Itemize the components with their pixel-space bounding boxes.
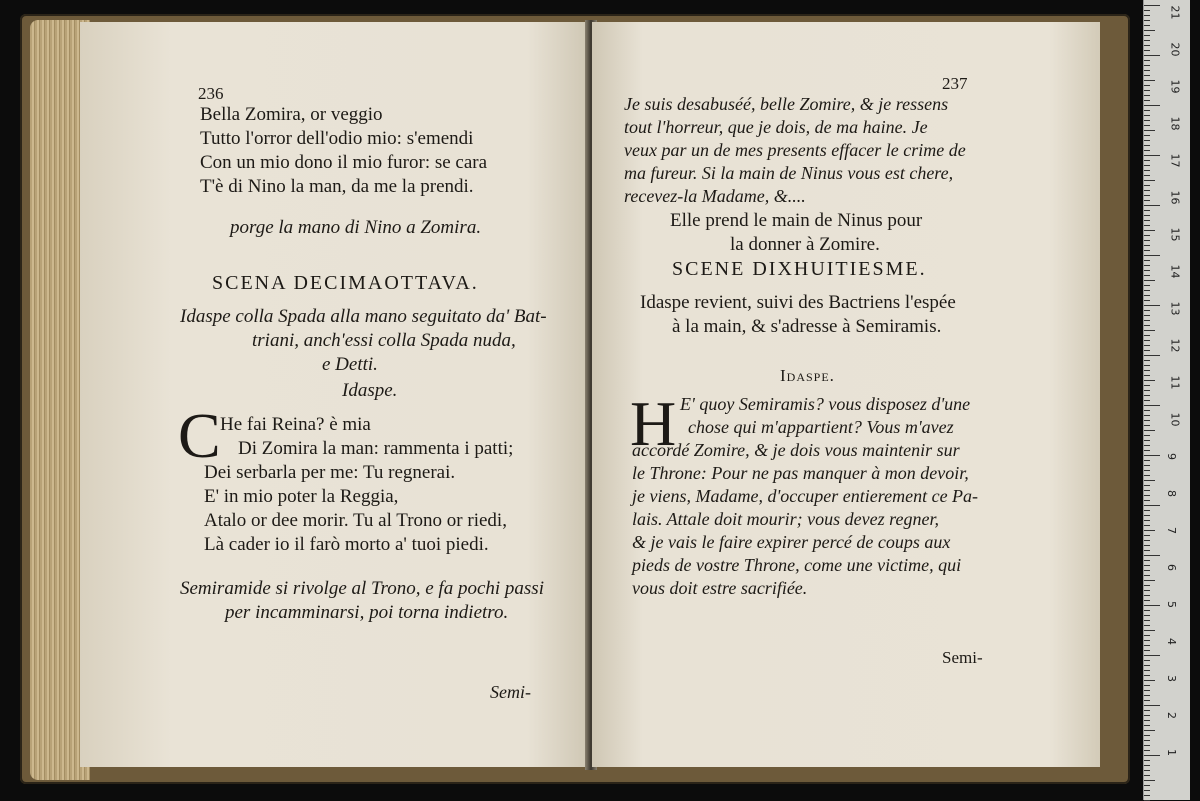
ruler-tick bbox=[1144, 195, 1150, 196]
ruler-tick bbox=[1144, 60, 1150, 61]
ruler-tick bbox=[1144, 225, 1150, 226]
ruler-tick bbox=[1144, 305, 1160, 306]
ruler-tick bbox=[1144, 420, 1150, 421]
ruler-number: 1 bbox=[1165, 749, 1178, 756]
ruler-tick bbox=[1144, 295, 1150, 296]
prose-line: le Throne: Pour ne pas manquer à mon devoir, bbox=[632, 463, 969, 483]
ruler-number: 7 bbox=[1165, 527, 1178, 534]
ruler-tick bbox=[1144, 450, 1150, 451]
ruler-tick bbox=[1144, 415, 1150, 416]
ruler-tick bbox=[1144, 335, 1150, 336]
ruler-tick bbox=[1144, 665, 1150, 666]
ruler-tick bbox=[1144, 345, 1150, 346]
ruler-tick bbox=[1144, 395, 1150, 396]
prose-line: accordé Zomire, & je dois vous maintenir sur bbox=[632, 440, 960, 460]
ruler-tick bbox=[1144, 635, 1150, 636]
ruler-tick bbox=[1144, 705, 1160, 706]
ruler-tick bbox=[1144, 95, 1150, 96]
ruler-tick bbox=[1144, 750, 1150, 751]
prose-line: E' quoy Semiramis? vous disposez d'une bbox=[680, 394, 971, 414]
ruler-tick bbox=[1144, 615, 1150, 616]
prose-line: ma fureur. Si la main de Ninus vous est chere, bbox=[624, 163, 954, 183]
ruler-tick bbox=[1144, 70, 1150, 71]
catchword: Semi- bbox=[490, 682, 531, 702]
ruler-tick bbox=[1144, 190, 1150, 191]
ruler-tick bbox=[1144, 550, 1150, 551]
ruler-tick bbox=[1144, 160, 1150, 161]
ruler-tick bbox=[1144, 155, 1160, 156]
drop-capital: C bbox=[178, 400, 221, 471]
ruler-tick bbox=[1144, 30, 1155, 31]
ruler-tick bbox=[1144, 330, 1155, 331]
ruler-number: 8 bbox=[1165, 490, 1178, 497]
ruler-number: 20 bbox=[1168, 42, 1182, 57]
ruler-tick bbox=[1144, 650, 1150, 651]
prose-line: recevez-la Madame, &.... bbox=[624, 186, 806, 206]
ruler-tick bbox=[1144, 320, 1150, 321]
ruler-number: 11 bbox=[1168, 375, 1182, 390]
ruler-tick bbox=[1144, 495, 1150, 496]
ruler-tick bbox=[1144, 500, 1150, 501]
ruler-tick bbox=[1144, 555, 1160, 556]
ruler-tick bbox=[1144, 770, 1150, 771]
ruler-tick bbox=[1144, 775, 1150, 776]
ruler-tick bbox=[1144, 105, 1160, 106]
prose-line: lais. Attale doit mourir; vous devez regner, bbox=[632, 509, 939, 529]
catchword: Semi- bbox=[942, 648, 983, 667]
ruler-tick bbox=[1144, 795, 1150, 796]
ruler-tick bbox=[1144, 90, 1150, 91]
ruler-tick bbox=[1144, 140, 1150, 141]
ruler-tick bbox=[1144, 720, 1150, 721]
prose-line: & je vais le faire expirer percé de coups aux bbox=[632, 532, 951, 552]
ruler-tick bbox=[1144, 350, 1150, 351]
ruler-tick bbox=[1144, 625, 1150, 626]
ruler-tick bbox=[1144, 600, 1150, 601]
ruler-tick bbox=[1144, 315, 1150, 316]
ruler-tick bbox=[1144, 685, 1150, 686]
verse-line: He fai Reina? è mia bbox=[220, 414, 371, 435]
scene-title: SCENA DECIMAOTTAVA. bbox=[212, 272, 479, 294]
ruler-tick bbox=[1144, 205, 1160, 206]
ruler-tick bbox=[1144, 605, 1160, 606]
ruler-tick bbox=[1144, 240, 1150, 241]
stage-direction: e Detti. bbox=[322, 354, 378, 375]
ruler-tick bbox=[1144, 460, 1150, 461]
ruler-tick bbox=[1144, 65, 1150, 66]
ruler-tick bbox=[1144, 55, 1160, 56]
ruler-tick bbox=[1144, 175, 1150, 176]
ruler-number: 15 bbox=[1168, 227, 1182, 242]
ruler-tick bbox=[1144, 135, 1150, 136]
ruler-number: 19 bbox=[1168, 79, 1182, 94]
drop-capital: H bbox=[630, 388, 677, 459]
ruler-tick bbox=[1144, 180, 1155, 181]
verse-line: Là cader io il farò morto a' tuoi piedi. bbox=[204, 534, 489, 555]
ruler-tick bbox=[1144, 690, 1150, 691]
ruler-number: 13 bbox=[1168, 301, 1182, 316]
ruler-tick bbox=[1144, 790, 1150, 791]
ruler-number: 14 bbox=[1168, 264, 1182, 279]
ruler-tick bbox=[1144, 25, 1150, 26]
ruler-tick bbox=[1144, 580, 1155, 581]
ruler-tick bbox=[1144, 680, 1155, 681]
ruler-tick bbox=[1144, 585, 1150, 586]
ruler-tick bbox=[1144, 380, 1155, 381]
stage-direction: la donner à Zomire. bbox=[730, 234, 880, 255]
ruler-tick bbox=[1144, 310, 1150, 311]
ruler-tick bbox=[1144, 620, 1150, 621]
ruler-tick bbox=[1144, 185, 1150, 186]
ruler-tick bbox=[1144, 445, 1150, 446]
measuring-ruler bbox=[1143, 0, 1190, 800]
ruler-tick bbox=[1144, 595, 1150, 596]
ruler-number: 9 bbox=[1165, 453, 1178, 460]
ruler-tick bbox=[1144, 365, 1150, 366]
ruler-tick bbox=[1144, 440, 1150, 441]
ruler-tick bbox=[1144, 425, 1150, 426]
ruler-tick bbox=[1144, 670, 1150, 671]
ruler-tick bbox=[1144, 470, 1150, 471]
ruler-tick bbox=[1144, 325, 1150, 326]
ruler-tick bbox=[1144, 565, 1150, 566]
ruler-tick bbox=[1144, 265, 1150, 266]
stage-direction: Semiramide si rivolge al Trono, e fa pochi passi bbox=[180, 578, 544, 599]
ruler-number: 10 bbox=[1168, 412, 1182, 427]
ruler-tick bbox=[1144, 745, 1150, 746]
ruler-tick bbox=[1144, 80, 1155, 81]
ruler-tick bbox=[1144, 780, 1155, 781]
ruler-tick bbox=[1144, 235, 1150, 236]
ruler-tick bbox=[1144, 575, 1150, 576]
ruler-number: 6 bbox=[1165, 564, 1178, 571]
ruler-tick bbox=[1144, 50, 1150, 51]
ruler-tick bbox=[1144, 300, 1150, 301]
ruler-tick bbox=[1144, 760, 1150, 761]
ruler-number: 16 bbox=[1168, 190, 1182, 205]
prose-line: chose qui m'appartient? Vous m'avez bbox=[688, 417, 954, 437]
prose-line: veux par un de mes presents effacer le crime de bbox=[624, 140, 966, 160]
verse-line: Bella Zomira, or veggio bbox=[200, 104, 383, 125]
ruler-tick bbox=[1144, 570, 1150, 571]
ruler-tick bbox=[1144, 385, 1150, 386]
ruler-tick bbox=[1144, 85, 1150, 86]
stage-direction: à la main, & s'adresse à Semiramis. bbox=[672, 316, 942, 337]
ruler-tick bbox=[1144, 520, 1150, 521]
ruler-tick bbox=[1144, 640, 1150, 641]
verse-line: Atalo or dee morir. Tu al Trono or riedi, bbox=[204, 510, 507, 531]
prose-line: pieds de vostre Throne, come une victime, qui bbox=[632, 555, 962, 575]
prose-line: Je suis desabuséé, belle Zomire, & je ressens bbox=[624, 94, 949, 114]
stage-direction: Idaspe colla Spada alla mano seguitato da' Bat- bbox=[180, 306, 547, 327]
ruler-tick bbox=[1144, 355, 1160, 356]
ruler-tick bbox=[1144, 375, 1150, 376]
ruler-tick bbox=[1144, 285, 1150, 286]
ruler-number: 18 bbox=[1168, 116, 1182, 131]
verse-line: T'è di Nino la man, da me la prendi. bbox=[200, 176, 474, 197]
ruler-tick bbox=[1144, 270, 1150, 271]
ruler-tick bbox=[1144, 480, 1155, 481]
ruler-tick bbox=[1144, 505, 1160, 506]
ruler-number: 3 bbox=[1165, 675, 1178, 682]
page-number-right: 237 bbox=[942, 74, 968, 93]
ruler-tick bbox=[1144, 210, 1150, 211]
ruler-tick bbox=[1144, 660, 1150, 661]
ruler-tick bbox=[1144, 290, 1150, 291]
ruler-tick bbox=[1144, 590, 1150, 591]
ruler-tick bbox=[1144, 275, 1150, 276]
prose-line: vous doit estre sacrifiée. bbox=[632, 578, 808, 598]
ruler-tick bbox=[1144, 765, 1150, 766]
ruler-tick bbox=[1144, 100, 1150, 101]
ruler-tick bbox=[1144, 735, 1150, 736]
ruler-tick bbox=[1144, 390, 1150, 391]
prose-line: tout l'horreur, que je dois, de ma haine. Je bbox=[624, 117, 928, 137]
prose-line: je viens, Madame, d'occuper entierement ce Pa- bbox=[632, 486, 979, 506]
ruler-tick bbox=[1144, 535, 1150, 536]
scene-title: SCENE DIXHUITIESME. bbox=[672, 258, 927, 280]
stage-direction: porge la mano di Nino a Zomira. bbox=[230, 217, 482, 238]
speaker-name: Idaspe. bbox=[780, 366, 835, 385]
ruler-tick bbox=[1144, 405, 1160, 406]
ruler-tick bbox=[1144, 260, 1150, 261]
ruler-tick bbox=[1144, 370, 1150, 371]
right-page bbox=[592, 22, 1100, 767]
ruler-tick bbox=[1144, 215, 1150, 216]
verse-line: Tutto l'orror dell'odio mio: s'emendi bbox=[200, 128, 474, 149]
ruler-number: 17 bbox=[1168, 153, 1182, 168]
ruler-tick bbox=[1144, 165, 1150, 166]
ruler-tick bbox=[1144, 120, 1150, 121]
ruler-tick bbox=[1144, 700, 1150, 701]
left-page bbox=[80, 22, 588, 767]
ruler-tick bbox=[1144, 645, 1150, 646]
ruler-tick bbox=[1144, 35, 1150, 36]
ruler-tick bbox=[1144, 360, 1150, 361]
ruler-tick bbox=[1144, 510, 1150, 511]
speaker-name: Idaspe. bbox=[342, 380, 398, 401]
ruler-tick bbox=[1144, 145, 1150, 146]
ruler-tick bbox=[1144, 755, 1160, 756]
ruler-tick bbox=[1144, 740, 1150, 741]
stage-direction: Idaspe revient, suivi des Bactriens l'espée bbox=[640, 292, 956, 313]
ruler-tick bbox=[1144, 560, 1150, 561]
ruler-tick bbox=[1144, 675, 1150, 676]
ruler-tick bbox=[1144, 150, 1150, 151]
ruler-number: 4 bbox=[1165, 638, 1178, 645]
ruler-tick bbox=[1144, 630, 1155, 631]
ruler-tick bbox=[1144, 5, 1160, 6]
ruler-tick bbox=[1144, 455, 1160, 456]
ruler-tick bbox=[1144, 490, 1150, 491]
ruler-tick bbox=[1144, 250, 1150, 251]
ruler-tick bbox=[1144, 170, 1150, 171]
verse-line: Con un mio dono il mio furor: se cara bbox=[200, 152, 488, 173]
stage-direction: per incamminarsi, poi torna indietro. bbox=[225, 602, 509, 623]
ruler-tick bbox=[1144, 400, 1150, 401]
page-number-left: 236 bbox=[198, 84, 224, 103]
ruler-tick bbox=[1144, 785, 1150, 786]
ruler-tick bbox=[1144, 245, 1150, 246]
ruler-tick bbox=[1144, 655, 1160, 656]
ruler-tick bbox=[1144, 530, 1155, 531]
ruler-tick bbox=[1144, 515, 1150, 516]
ruler-tick bbox=[1144, 255, 1160, 256]
ruler-tick bbox=[1144, 75, 1150, 76]
ruler-number: 2 bbox=[1165, 712, 1178, 719]
ruler-tick bbox=[1144, 695, 1150, 696]
ruler-tick bbox=[1144, 715, 1150, 716]
verse-line: Dei serbarla per me: Tu regnerai. bbox=[204, 462, 456, 483]
ruler-tick bbox=[1144, 710, 1150, 711]
ruler-tick bbox=[1144, 15, 1150, 16]
stage-direction: triani, anch'essi colla Spada nuda, bbox=[252, 330, 516, 351]
ruler-tick bbox=[1144, 730, 1155, 731]
ruler-tick bbox=[1144, 40, 1150, 41]
ruler-tick bbox=[1144, 200, 1150, 201]
ruler-tick bbox=[1144, 230, 1155, 231]
ruler-tick bbox=[1144, 110, 1150, 111]
ruler-tick bbox=[1144, 410, 1150, 411]
ruler-tick bbox=[1144, 430, 1155, 431]
ruler-tick bbox=[1144, 525, 1150, 526]
ruler-tick bbox=[1144, 220, 1150, 221]
ruler-tick bbox=[1144, 540, 1150, 541]
ruler-tick bbox=[1144, 485, 1150, 486]
ruler-tick bbox=[1144, 475, 1150, 476]
ruler-tick bbox=[1144, 130, 1155, 131]
ruler-tick bbox=[1144, 545, 1150, 546]
ruler-tick bbox=[1144, 340, 1150, 341]
ruler-number: 5 bbox=[1165, 601, 1178, 608]
ruler-tick bbox=[1144, 280, 1155, 281]
verse-line: E' in mio poter la Reggia, bbox=[204, 486, 399, 507]
ruler-tick bbox=[1144, 10, 1150, 11]
ruler-tick bbox=[1144, 435, 1150, 436]
ruler-tick bbox=[1144, 115, 1150, 116]
ruler-tick bbox=[1144, 20, 1150, 21]
ruler-number: 12 bbox=[1168, 338, 1182, 353]
stage-direction: Elle prend le main de Ninus pour bbox=[670, 210, 923, 231]
ruler-tick bbox=[1144, 610, 1150, 611]
ruler-number: 21 bbox=[1168, 5, 1182, 20]
ruler-tick bbox=[1144, 45, 1150, 46]
ruler-tick bbox=[1144, 125, 1150, 126]
verse-line: Di Zomira la man: rammenta i patti; bbox=[238, 438, 514, 459]
ruler-tick bbox=[1144, 465, 1150, 466]
ruler-tick bbox=[1144, 725, 1150, 726]
